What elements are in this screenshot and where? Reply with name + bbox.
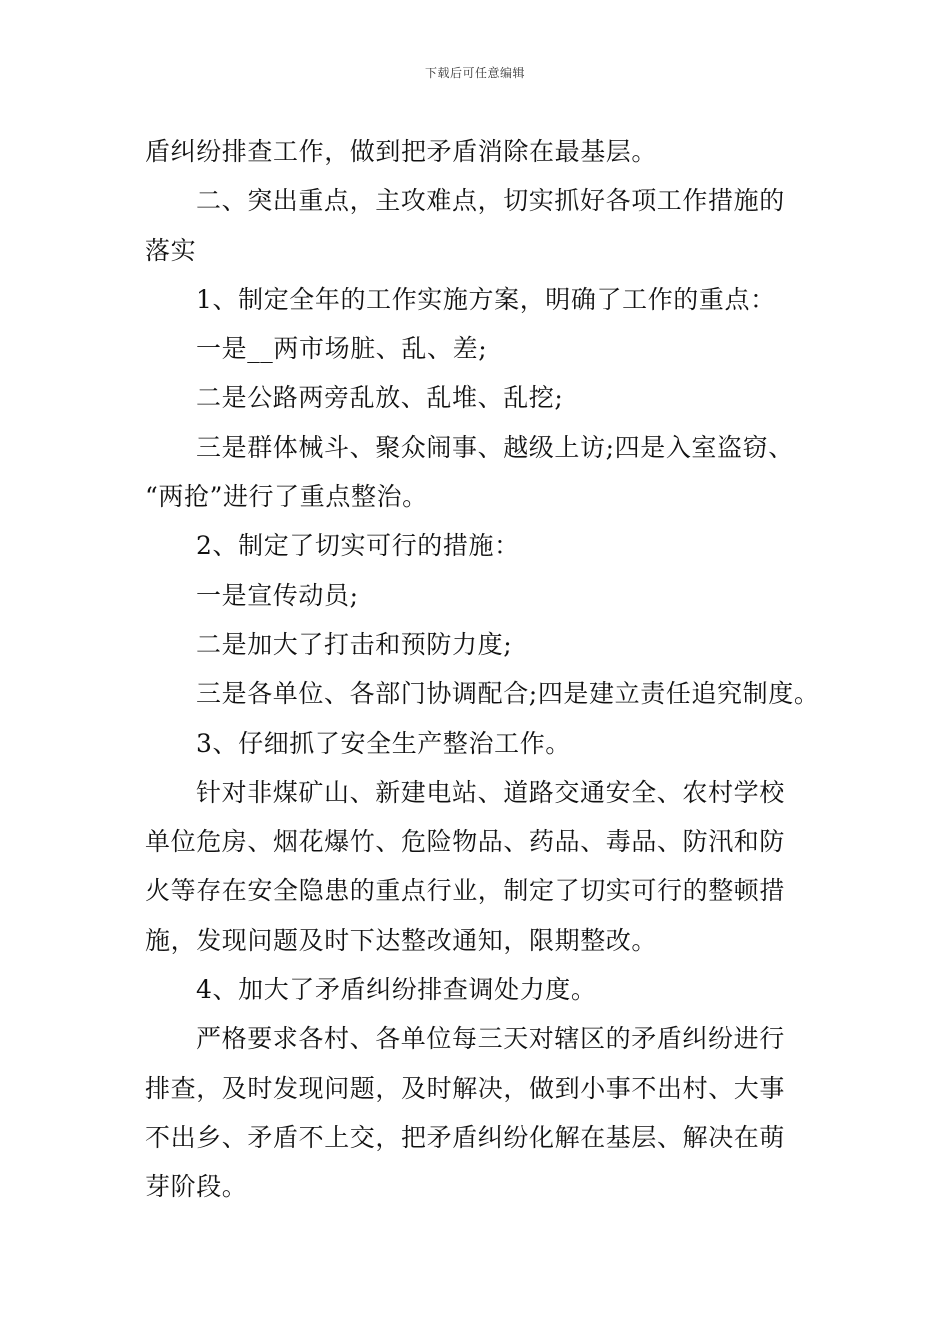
body-line: 盾纠纷排查工作，做到把矛盾消除在最基层。	[145, 137, 658, 166]
paragraph-line: 施，发现问题及时下达整改通知，限期整改。	[145, 925, 658, 955]
subsection-heading: 2、制定了切实可行的措施：	[196, 531, 520, 561]
list-item: 二是加大了打击和预防力度;	[196, 629, 513, 659]
subsection-heading: 1、制定全年的工作实施方案，明确了工作的重点：	[196, 284, 776, 314]
list-item-continued: “两抢”进行了重点整治。	[145, 482, 428, 512]
list-item: 三是群体械斗、聚众闹事、越级上访;四是入室盗窃、	[196, 432, 794, 462]
paragraph-line: 严格要求各村、各单位每三天对辖区的矛盾纠纷进行	[196, 1024, 785, 1054]
document-body	[145, 127, 820, 1212]
section-heading: 二、突出重点，主攻难点，切实抓好各项工作措施的	[196, 186, 785, 216]
paragraph-line: 火等存在安全隐患的重点行业，制定了切实可行的整顿措	[145, 876, 786, 906]
section-heading-continued: 落实	[145, 235, 197, 265]
list-item: 三是各单位、各部门协调配合;四是建立责任追究制度。	[196, 679, 820, 709]
paragraph-line: 不出乡、矛盾不上交，把矛盾纠纷化解在基层、解决在萌	[145, 1122, 786, 1152]
paragraph-line: 排查，及时发现问题，及时解决，做到小事不出村、大事	[145, 1073, 786, 1103]
paragraph-line: 针对非煤矿山、新建电站、道路交通安全、农村学校	[196, 777, 785, 807]
list-item: 一是宣传动员;	[196, 580, 359, 610]
list-item: 一是__两市场脏、乱、差;	[196, 334, 488, 364]
page-header: 下载后可任意编辑	[424, 66, 525, 80]
subsection-heading: 3、仔细抓了安全生产整治工作。	[196, 728, 571, 758]
paragraph-line: 芽阶段。	[145, 1172, 248, 1202]
paragraph-line: 单位危房、烟花爆竹、危险物品、药品、毒品、防汛和防	[145, 827, 786, 857]
list-item: 二是公路两旁乱放、乱堆、乱挖;	[196, 383, 564, 413]
subsection-heading: 4、加大了矛盾纠纷排查调处力度。	[196, 975, 597, 1005]
